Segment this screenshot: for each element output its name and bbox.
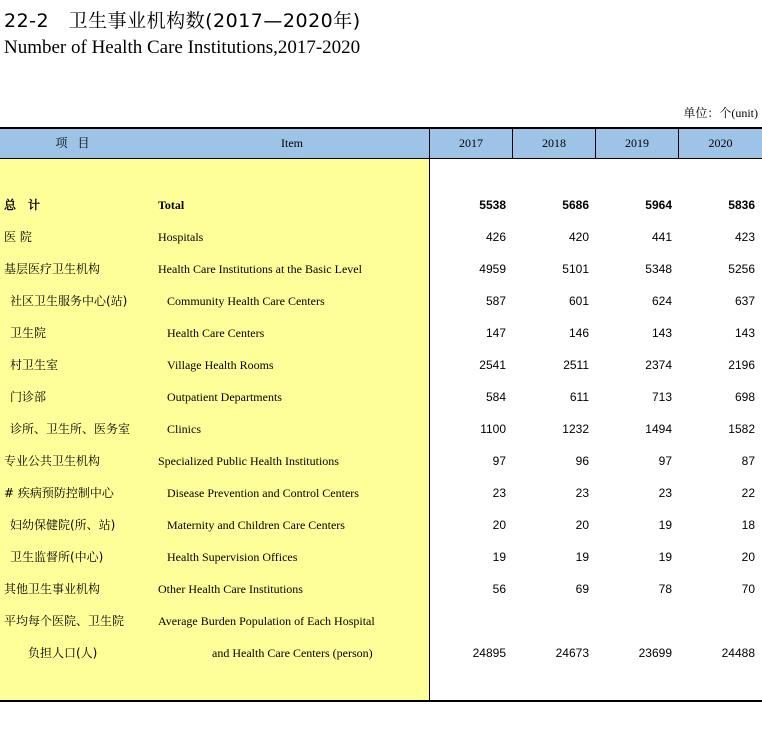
cell-2018: 146: [568, 326, 589, 340]
row-label-en: Village Health Rooms: [167, 358, 274, 372]
header-year-2017: 2017: [459, 136, 483, 150]
row-label-en: Health Supervision Offices: [167, 550, 298, 564]
cell-2017: 2541: [479, 358, 506, 372]
cell-2017: 5538: [479, 198, 506, 212]
cell-2020: 24488: [721, 646, 755, 660]
row-label-en: Hospitals: [158, 230, 204, 244]
cell-2018: 5101: [562, 262, 589, 276]
table-row: [0, 637, 762, 669]
cell-2019: 19: [658, 518, 672, 532]
table-row: [0, 317, 762, 349]
cell-2019: 441: [651, 230, 672, 244]
cell-2017: 23: [492, 486, 506, 500]
header-year-2018: 2018: [542, 136, 566, 150]
cell-2020: 5836: [728, 198, 755, 212]
table-header: [0, 129, 762, 158]
cell-2020: 143: [734, 326, 755, 340]
cell-2020: 22: [741, 486, 755, 500]
cell-2020: 20: [741, 550, 755, 564]
header-year-2019: 2019: [625, 136, 649, 150]
cell-2019: 713: [651, 390, 672, 404]
row-label-zh: 村卫生室: [10, 358, 59, 372]
unit-label-zh: 单位：个: [683, 106, 732, 120]
row-label-zh: 妇幼保健院(所、站): [10, 518, 116, 532]
cell-2017: 147: [485, 326, 506, 340]
cell-2017: 587: [485, 294, 506, 308]
cell-2019: 1494: [645, 422, 672, 436]
cell-2020: 1582: [728, 422, 755, 436]
table-bottom-rule: [0, 700, 762, 702]
cell-2017: 1100: [480, 422, 506, 436]
cell-2018: 611: [569, 390, 589, 404]
cell-2020: 70: [741, 582, 755, 596]
cell-2019: 2374: [645, 358, 672, 372]
cell-2020: 18: [741, 518, 755, 532]
table-row: [0, 541, 762, 573]
unit-label: [683, 104, 758, 121]
cell-2019: 624: [651, 294, 672, 308]
table-row: [0, 253, 762, 285]
page-title-en: Number of Health Care Institutions,2017-2020: [4, 37, 361, 58]
row-label-zh: 其他卫生事业机构: [4, 582, 101, 596]
table-row: [0, 605, 762, 637]
cell-2019: 19: [658, 550, 672, 564]
page-title-zh: 22-2 卫生事业机构数(2017—2020年): [4, 10, 361, 32]
cell-2017: 56: [492, 582, 506, 596]
row-label-zh: 诊所、卫生所、医务室: [10, 422, 131, 436]
row-label-zh: 平均每个医院、卫生院: [4, 614, 125, 628]
table-row: [0, 349, 762, 381]
cell-2020: 2196: [728, 358, 755, 372]
cell-2017: 20: [492, 518, 506, 532]
cell-2017: 19: [492, 550, 506, 564]
row-label-en: Disease Prevention and Control Centers: [167, 486, 359, 500]
institutions-table: [0, 127, 762, 702]
row-label-zh: # 疾病预防控制中心: [4, 486, 114, 500]
cell-2018: 19: [575, 550, 589, 564]
cell-2018: 69: [575, 582, 589, 596]
cell-2019: 5348: [645, 262, 672, 276]
row-label-zh: 负担人口(人): [28, 646, 98, 660]
table-row: [0, 573, 762, 605]
cell-2020: 423: [734, 230, 755, 244]
cell-2019: 23: [658, 486, 672, 500]
row-label-zh: 卫生院: [10, 326, 47, 340]
table-row: [0, 381, 762, 413]
row-label-en: Health Care Centers: [167, 326, 265, 340]
row-label-en: Maternity and Children Care Centers: [167, 518, 345, 532]
cell-2020: 637: [734, 294, 755, 308]
row-label-en: Average Burden Population of Each Hospital: [158, 614, 375, 628]
row-label-zh: 专业公共卫生机构: [4, 454, 101, 468]
cell-2018: 20: [575, 518, 589, 532]
header-year-2020: 2020: [708, 136, 733, 150]
cell-2018: 420: [568, 230, 589, 244]
table-row: [0, 221, 762, 253]
row-label-en: and Health Care Centers (person): [212, 646, 373, 660]
cell-2017: 584: [485, 390, 506, 404]
table-row-total: [0, 189, 762, 221]
row-label-en: Total: [158, 198, 185, 212]
row-label-zh: 门诊部: [10, 390, 47, 404]
header-item-zh: 项目: [55, 136, 100, 150]
cell-2020: 5256: [728, 262, 755, 276]
cell-2020: 698: [734, 390, 755, 404]
cell-2018: 2511: [563, 358, 589, 372]
cell-2018: 23: [575, 486, 589, 500]
cell-2020: 87: [741, 454, 755, 468]
cell-2017: 24895: [472, 646, 506, 660]
cell-2019: 78: [658, 582, 672, 596]
table-row: [0, 285, 762, 317]
row-label-en: Clinics: [167, 422, 202, 436]
table-row: [0, 445, 762, 477]
row-label-en: Specialized Public Health Institutions: [158, 454, 339, 468]
row-label-en: Other Health Care Institutions: [158, 582, 303, 596]
cell-2018: 5686: [562, 198, 589, 212]
cell-2019: 23699: [638, 646, 672, 660]
cell-2017: 426: [485, 230, 506, 244]
cell-2018: 24673: [555, 646, 589, 660]
table-row: [0, 413, 762, 445]
table-row: [0, 477, 762, 509]
cell-2019: 97: [658, 454, 672, 468]
cell-2018: 1232: [562, 422, 589, 436]
row-label-zh: 社区卫生服务中心(站): [10, 294, 128, 308]
cell-2019: 143: [651, 326, 672, 340]
header-item-en: Item: [281, 136, 303, 150]
cell-2018: 601: [568, 294, 589, 308]
table-row: [0, 509, 762, 541]
row-label-zh: 基层医疗卫生机构: [4, 262, 101, 276]
unit-label-en: (unit): [731, 106, 758, 120]
cell-2019: 5964: [645, 198, 672, 212]
row-label-zh: 医 院: [4, 230, 32, 244]
row-label-zh: 卫生监督所(中心): [10, 550, 104, 564]
cell-2018: 96: [575, 454, 589, 468]
row-label-en: Community Health Care Centers: [167, 294, 325, 308]
cell-2017: 97: [492, 454, 506, 468]
cell-2017: 4959: [479, 262, 506, 276]
row-label-zh: 总 计: [4, 198, 41, 212]
row-label-en: Outpatient Departments: [167, 390, 282, 404]
row-label-en: Health Care Institutions at the Basic Level: [158, 262, 362, 276]
